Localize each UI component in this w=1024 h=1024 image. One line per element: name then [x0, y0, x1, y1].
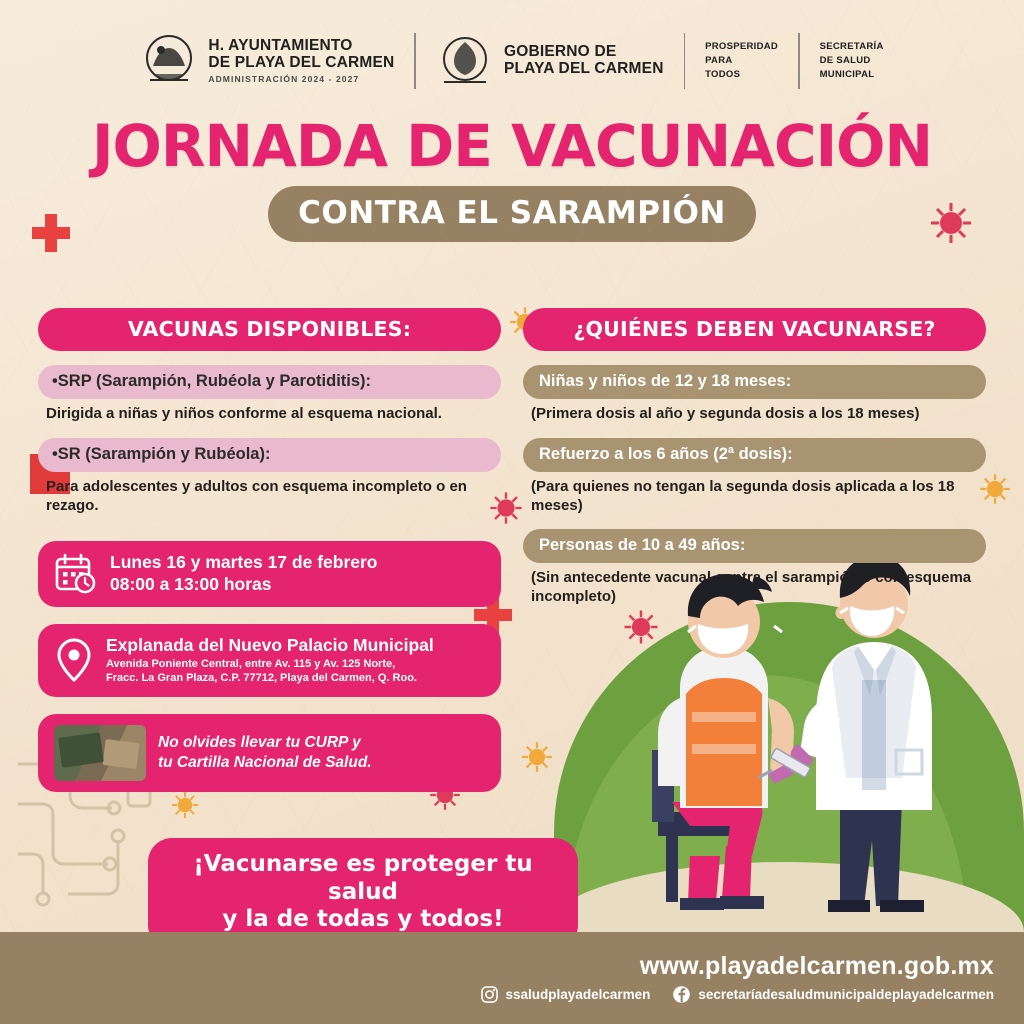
- audience-item-3-note: (Sin antecedente vacunal contra el sarampión o con esquema incompleto): [531, 569, 972, 605]
- location-card-line1: Explanada del Nuevo Palacio Municipal: [106, 635, 434, 656]
- virus-icon-yellow-4: [170, 790, 200, 820]
- gobierno-block: [436, 30, 664, 92]
- right-column: [523, 308, 986, 792]
- ayuntamiento-crest-icon: [140, 30, 198, 92]
- gobierno-crest-icon: [436, 30, 494, 92]
- secretaria-line2: DE SALUD: [819, 55, 871, 67]
- date-card: [38, 541, 501, 607]
- header-divider-2: [684, 33, 686, 89]
- date-card-line1: Lunes 16 y martes 17 de febrero: [110, 552, 378, 573]
- curp-card: [38, 714, 501, 792]
- ayuntamiento-line2: DE PLAYA DEL CARMEN: [208, 53, 395, 71]
- social-links: [480, 985, 994, 1004]
- instagram-link[interactable]: [480, 985, 651, 1004]
- ayuntamiento-block: [140, 30, 394, 92]
- prosperidad-line2: PARA: [705, 55, 733, 67]
- curp-card-line2: tu Cartilla Nacional de Salud.: [158, 753, 372, 771]
- secretaria-line3: MUNICIPAL: [819, 68, 875, 80]
- map-pin-icon: [54, 637, 94, 683]
- documents-photo: [54, 725, 146, 781]
- date-card-line2: 08:00 a 13:00 horas: [110, 574, 272, 595]
- facebook-link[interactable]: [672, 985, 994, 1004]
- red-cross-icon-1-shape: [28, 210, 74, 256]
- virus-icon-1: [928, 200, 974, 246]
- slogan-line1: ¡Vacunarse es proteger tu salud: [193, 851, 533, 905]
- audience-item-1-note: (Primera dosis al año y segunda dosis a los 18 meses): [531, 405, 920, 422]
- instagram-icon: [480, 985, 499, 1004]
- vaccine-item-sr-note: Para adolescentes y adultos con esquema incompleto o en rezago.: [46, 477, 467, 514]
- institutional-header: [0, 0, 1024, 104]
- header-divider-3: [798, 33, 800, 89]
- location-card-line2: Avenida Poniente Central, entre Av. 115 y Av. 125 Norte,: [106, 658, 396, 671]
- curp-card-line1: No olvides llevar tu CURP y: [158, 734, 361, 752]
- left-column-heading: VACUNAS DISPONIBLES:: [38, 308, 501, 351]
- right-column-heading: ¿QUIÉNES DEBEN VACUNARSE?: [523, 308, 986, 351]
- poster-title: JORNADA DE VACUNACIÓN: [91, 112, 933, 180]
- audience-item-3-pill: Personas de 10 a 49 años:: [523, 529, 986, 563]
- ayuntamiento-line1: H. AYUNTAMIENTO: [208, 37, 353, 55]
- location-card: [38, 624, 501, 696]
- prosperidad-line3: TODOS: [705, 68, 741, 80]
- calendar-clock-icon: [54, 552, 98, 596]
- footer-bar: [0, 932, 1024, 1024]
- vaccine-item-srp-pill: •SRP (Sarampión, Rubéola y Parotiditis):: [38, 365, 501, 399]
- prosperidad-block: [705, 40, 778, 81]
- instagram-handle: ssaludplayadelcarmen: [505, 987, 651, 1002]
- audience-item-1-pill: Niñas y niños de 12 y 18 meses:: [523, 365, 986, 399]
- header-divider-1: [414, 33, 416, 89]
- audience-item-2-pill: Refuerzo a los 6 años (2ª dosis):: [523, 438, 986, 472]
- vaccine-item-srp-note: Dirigida a niñas y niños conforme al esquema nacional.: [46, 405, 442, 422]
- facebook-icon: [672, 985, 691, 1004]
- ayuntamiento-line3: ADMINISTRACIÓN 2024 - 2027: [208, 73, 360, 84]
- location-card-line3: Fracc. La Gran Plaza, C.P. 77712, Playa del Carmen, Q. Roo.: [106, 672, 417, 685]
- gobierno-line2: PLAYA DEL CARMEN: [503, 60, 664, 77]
- slogan-line2: y la de todas y todos!: [222, 906, 504, 933]
- gobierno-line1: GOBIERNO DE: [503, 43, 617, 61]
- left-column: [38, 308, 501, 792]
- facebook-handle: secretaríadesaludmunicipaldeplayadelcarmen: [698, 987, 994, 1002]
- audience-item-2-note: (Para quienes no tengan la segunda dosis aplicada a los 18 meses): [531, 477, 955, 514]
- content-columns: [0, 308, 1024, 792]
- vaccine-item-sr-pill: •SR (Sarampión y Rubéola):: [38, 438, 501, 472]
- poster-subtitle: CONTRA EL SARAMPIÓN: [268, 186, 756, 242]
- prosperidad-line1: PROSPERIDAD: [705, 41, 779, 53]
- secretaria-line1: SECRETARÍA: [819, 41, 884, 53]
- secretaria-block: [820, 40, 884, 81]
- website-url[interactable]: www.playadelcarmen.gob.mx: [639, 952, 994, 980]
